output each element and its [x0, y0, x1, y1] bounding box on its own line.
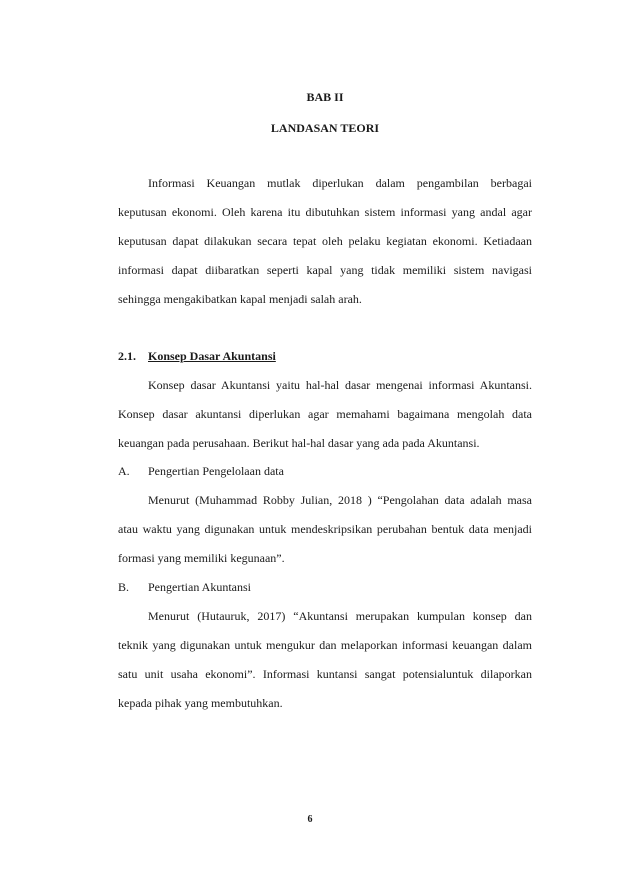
- section-number: 2.1.: [118, 349, 136, 363]
- section-title: Konsep Dasar Akuntansi: [148, 349, 276, 363]
- item-b-line: Menurut (Hutauruk, 2017) “Akuntansi merupakan kumpulan konsep dan: [148, 609, 532, 623]
- item-b-line: kepada pihak yang membutuhkan.: [118, 696, 283, 710]
- item-b-letter: B.: [118, 580, 130, 594]
- item-a-title: Pengertian Pengelolaan data: [148, 464, 284, 478]
- chapter-title: LANDASAN TEORI: [270, 121, 380, 135]
- page-number: 6: [307, 814, 313, 825]
- intro-line: keputusan ekonomi. Oleh karena itu dibutuhkan sistem informasi yang andal agar: [118, 205, 532, 219]
- item-a-line: formasi yang memiliki kegunaan”.: [118, 551, 285, 565]
- intro-line: Informasi Keuangan mutlak diperlukan dalam pengambilan berbagai: [148, 176, 532, 190]
- intro-line: keputusan dapat dilakukan secara tepat oleh pelaku kegiatan ekonomi. Ketiadaan: [118, 234, 532, 248]
- item-a-letter: A.: [118, 464, 130, 478]
- section-line: Konsep dasar Akuntansi yaitu hal-hal dasar mengenai informasi Akuntansi.: [148, 378, 532, 392]
- item-b-title: Pengertian Akuntansi: [148, 580, 251, 594]
- intro-line: informasi dapat diibaratkan seperti kapal yang tidak memiliki sistem navigasi: [118, 263, 532, 277]
- item-b-line: teknik yang digunakan untuk mengukur dan melaporkan informasi keuangan dalam: [118, 638, 532, 652]
- intro-line: sehingga mengakibatkan kapal menjadi salah arah.: [118, 292, 362, 306]
- section-line: keuangan pada perusahaan. Berikut hal-hal dasar yang ada pada Akuntansi.: [118, 436, 480, 450]
- item-b-line: satu unit usaha ekonomi”. Informasi kuntansi sangat potensialuntuk dilaporkan: [118, 667, 532, 681]
- item-a-line: atau waktu yang digunakan untuk mendeskripsikan perubahan bentuk data menjadi: [118, 522, 532, 536]
- section-line: Konsep dasar akuntansi diperlukan agar memahami bagaimana mengolah data: [118, 407, 532, 421]
- chapter-number: BAB II: [306, 90, 344, 104]
- item-a-line: Menurut (Muhammad Robby Julian, 2018 ) “Pengolahan data adalah masa: [148, 493, 532, 507]
